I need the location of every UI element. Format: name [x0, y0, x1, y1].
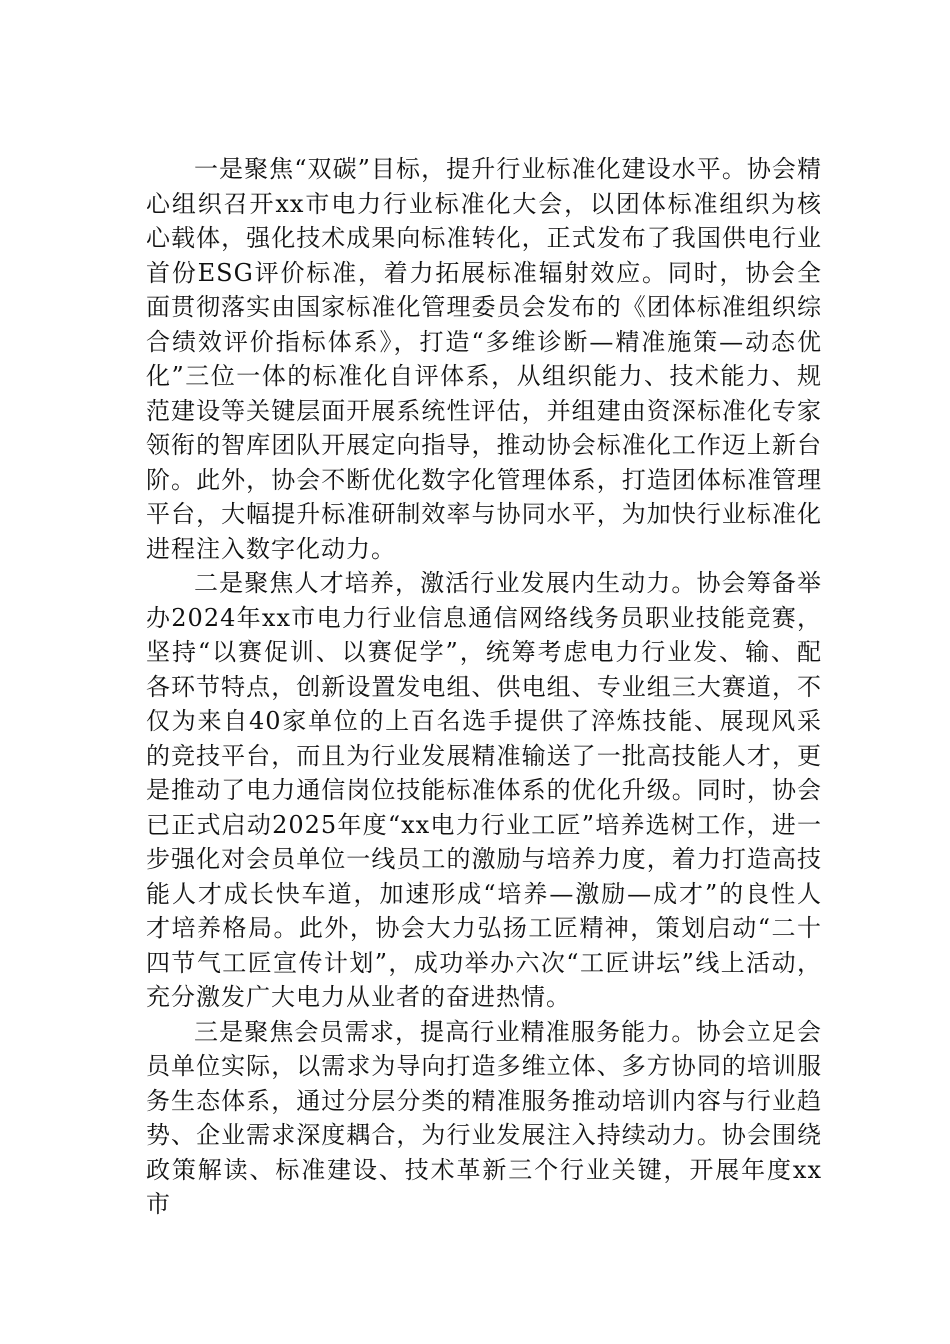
- paragraph-talent-cultivation: 二是聚焦人才培养，激活行业发展内生动力。协会筹备举办2024年xx市电力行业信息通信网络线务员职业技能竞赛，坚持“以赛促训、以赛促学”，统筹考虑电力行业发、输、配各环节特点，创新设置发电组、供电组、专业组三大赛道，不仅为来自40家单位的上百名选手提供了淬炼技能、展现风采的竞技平台，而且为行业发展精准输送了一批高技能人才，更是推动了电力通信岗位技能标准体系的优化升级。同时，协会已正式启动2025年度“xx电力行业工匠”培养选树工作，进一步强化对会员单位一线员工的激励与培养力度，着力打造高技能人才成长快车道，加速形成“培养—激励—成才”的良性人才培养格局。此外，协会大力弘扬工匠精神，策划启动“二十四节气工匠宣传计划”，成功举办六次“工匠讲坛”线上活动，充分激发广大电力从业者的奋进热情。: [146, 569, 822, 1011]
- paragraph-dual-carbon-standardization: 一是聚焦“双碳”目标，提升行业标准化建设水平。协会精心组织召开xx市电力行业标准化大会，以团体标准组织为核心载体，强化技术成果向标准转化，正式发布了我国供电行业首份ESG评价标准，着力拓展标准辐射效应。同时，协会全面贯彻落实由国家标准化管理委员会发布的《团体标准组织综合绩效评价指标体系》，打造“多维诊断—精准施策—动态优化”三位一体的标准化自评体系，从组织能力、技术能力、规范建设等关键层面开展系统性评估，并组建由资深标准化专家领衔的智库团队开展定向指导，推动协会标准化工作迈上新台阶。此外，协会不断优化数字化管理体系，打造团体标准管理平台，大幅提升标准研制效率与协同水平，为加快行业标准化进程注入数字化动力。: [146, 155, 822, 563]
- document-body: [146, 152, 822, 1222]
- paragraph-member-services: 三是聚焦会员需求，提高行业精准服务能力。协会立足会员单位实际，以需求为导向打造多维立体、多方协同的培训服务生态体系，通过分层分类的精准服务推动培训内容与行业趋势、企业需求深度耦合，为行业发展注入持续动力。协会围绕政策解读、标准建设、技术革新三个行业关键，开展年度xx市: [146, 1017, 822, 1218]
